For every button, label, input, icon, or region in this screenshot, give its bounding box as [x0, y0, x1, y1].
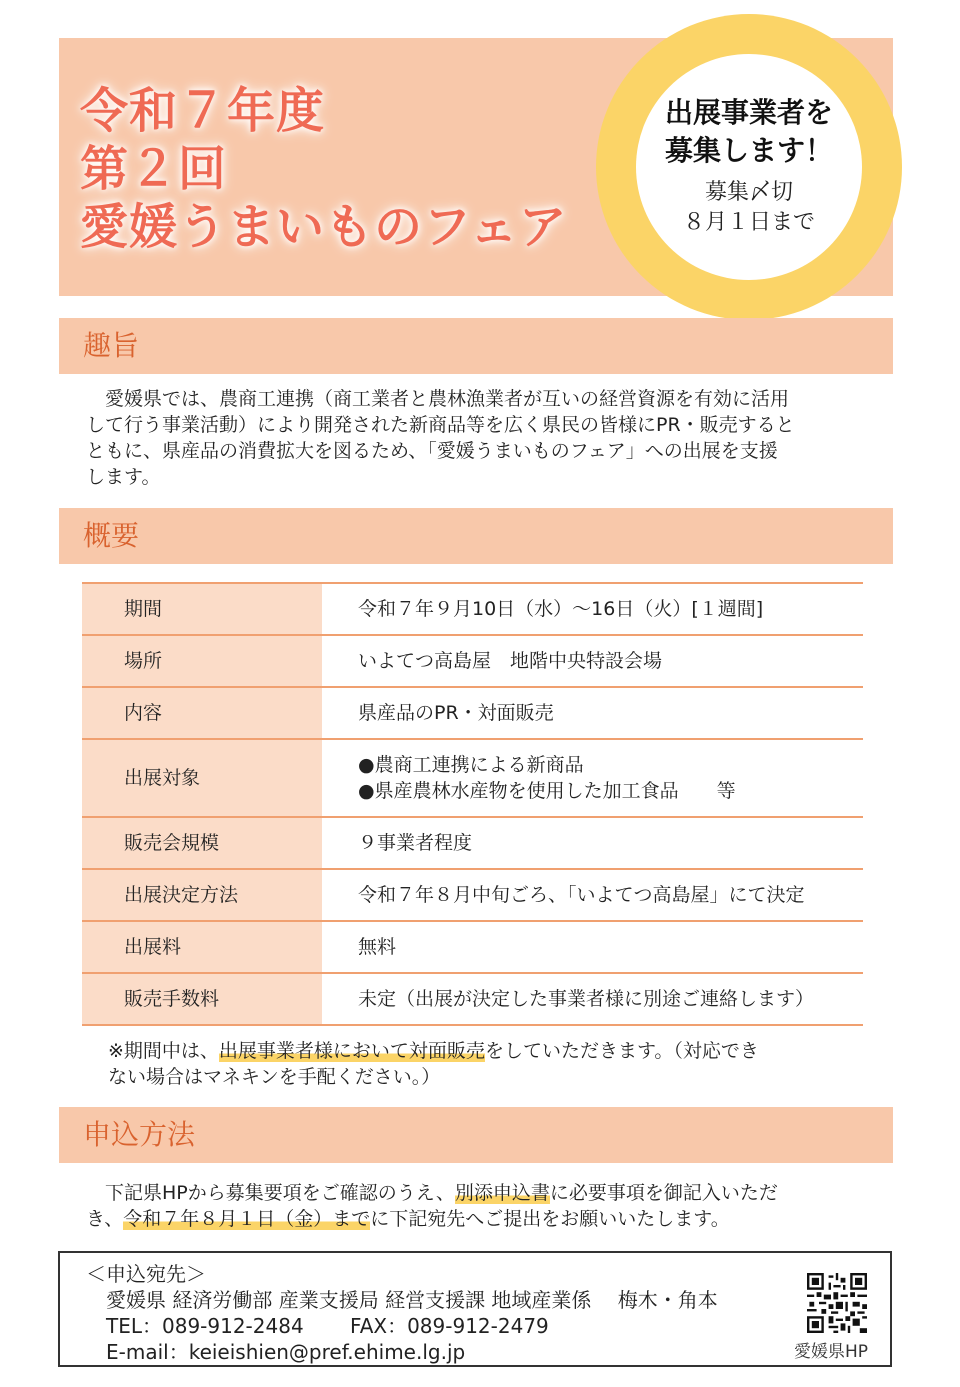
- application-text-part: に必要事項を御記入いただ: [549, 1182, 778, 1204]
- badge-headline: [636, 94, 862, 170]
- application-line: [86, 1206, 886, 1232]
- overview-row: [82, 869, 863, 921]
- overview-row: [82, 739, 863, 817]
- target-item: ●農商工連携による新商品: [358, 754, 584, 776]
- overview-label: 出展決定方法: [82, 869, 322, 921]
- badge-deadline: [636, 178, 862, 238]
- overview-value: 無料: [358, 936, 397, 958]
- contact-box: [58, 1251, 892, 1367]
- overview-row: [82, 635, 863, 687]
- contact-details: [86, 1261, 718, 1365]
- purpose-line: ともに、県産品の消費拡大を図るため、「愛媛うまいものフェア」への出展を支援: [86, 440, 778, 462]
- overview-row: [82, 921, 863, 973]
- overview-row: [82, 973, 863, 1025]
- overview-table: [82, 582, 863, 1026]
- overview-label: 販売会規模: [82, 817, 322, 869]
- overview-value: 未定（出展が決定した事業者様に別途ご連絡します）: [358, 988, 815, 1010]
- overview-label: 出展料: [82, 921, 322, 973]
- note-text: ※期間中は、: [108, 1040, 219, 1062]
- contact-phone-fax: TEL：089-912-2484 FAX：089-912-2479: [86, 1314, 549, 1338]
- overview-label: 期間: [82, 583, 322, 635]
- overview-value: 県産品のPR・対面販売: [358, 702, 554, 724]
- overview-note-line: [108, 1038, 888, 1064]
- purpose-text: [86, 386, 886, 490]
- overview-label: 出展対象: [82, 739, 322, 817]
- recruitment-badge: [596, 14, 902, 320]
- purpose-line: 愛媛県では、農商工連携（商工業者と農林漁業者が互いの経営資源を有効に活用: [86, 388, 790, 410]
- application-text: [86, 1180, 886, 1232]
- application-deadline-highlight: 令和７年８月１日（金）まで: [123, 1208, 371, 1230]
- event-title-line: 令和７年度: [80, 83, 326, 139]
- application-line: [86, 1180, 886, 1206]
- overview-row: [82, 687, 863, 739]
- overview-note: [108, 1038, 888, 1090]
- overview-label: 販売手数料: [82, 973, 322, 1025]
- application-highlight: 別添申込書: [454, 1182, 550, 1204]
- overview-value: [322, 739, 863, 817]
- target-item: ●県産農林水産物を使用した加工食品 等: [358, 780, 736, 802]
- overview-row: [82, 583, 863, 635]
- section-overview-title: 概要: [83, 519, 140, 552]
- section-purpose-title: 趣旨: [83, 329, 140, 362]
- section-overview-header: [59, 508, 893, 564]
- qr-code-icon[interactable]: [807, 1273, 867, 1333]
- application-text-part: に下記宛先へご提出をお願いいたします。: [370, 1208, 730, 1230]
- overview-value: いよてつ高島屋 地階中央特設会場: [358, 650, 663, 672]
- contact-heading: ＜申込宛先＞: [86, 1262, 206, 1286]
- overview-value: ９事業者程度: [358, 832, 473, 854]
- overview-label: 内容: [82, 687, 322, 739]
- application-text-part: き、: [86, 1208, 124, 1230]
- note-highlight: 出展事業者様において対面販売: [218, 1040, 485, 1062]
- purpose-line: します。: [86, 466, 161, 488]
- event-title: [80, 82, 568, 256]
- overview-value: 令和７年９月10日（水）～16日（火）[１週間]: [358, 598, 764, 620]
- overview-note-line: ない場合はマネキンを手配ください。）: [108, 1066, 441, 1088]
- badge-deadline-line: ８月１日まで: [682, 210, 815, 235]
- badge-deadline-line: 募集〆切: [704, 180, 793, 205]
- qr-caption: 愛媛県HP: [794, 1342, 869, 1362]
- badge-headline-line: 募集します！: [664, 134, 833, 167]
- section-application-title: 申込方法: [83, 1118, 196, 1151]
- badge-headline-line: 出展事業者を: [664, 96, 833, 129]
- overview-row: [82, 817, 863, 869]
- section-purpose-header: [59, 318, 893, 374]
- overview-value: 令和７年８月中旬ごろ、「いよてつ高島屋」にて決定: [358, 884, 805, 906]
- contact-email[interactable]: E-mail：keieishien@pref.ehime.lg.jp: [86, 1340, 466, 1364]
- event-title-line: 愛媛うまいものフェア: [80, 199, 568, 255]
- purpose-line: して行う事業活動）により開発された新商品等を広く県民の皆様にPR・販売すると: [86, 414, 795, 436]
- recruitment-badge-inner: [636, 54, 862, 280]
- contact-department: 愛媛県 経済労働部 産業支援局 経営支援課 地域産業係 梅木・角本: [86, 1288, 718, 1312]
- overview-label: 場所: [82, 635, 322, 687]
- application-text-part: 下記県HPから募集要項をご確認のうえ、: [86, 1182, 455, 1204]
- section-application-header: [59, 1107, 893, 1163]
- event-title-line: 第２回: [80, 141, 228, 197]
- note-text: をしていただきます。（対応でき: [484, 1040, 759, 1062]
